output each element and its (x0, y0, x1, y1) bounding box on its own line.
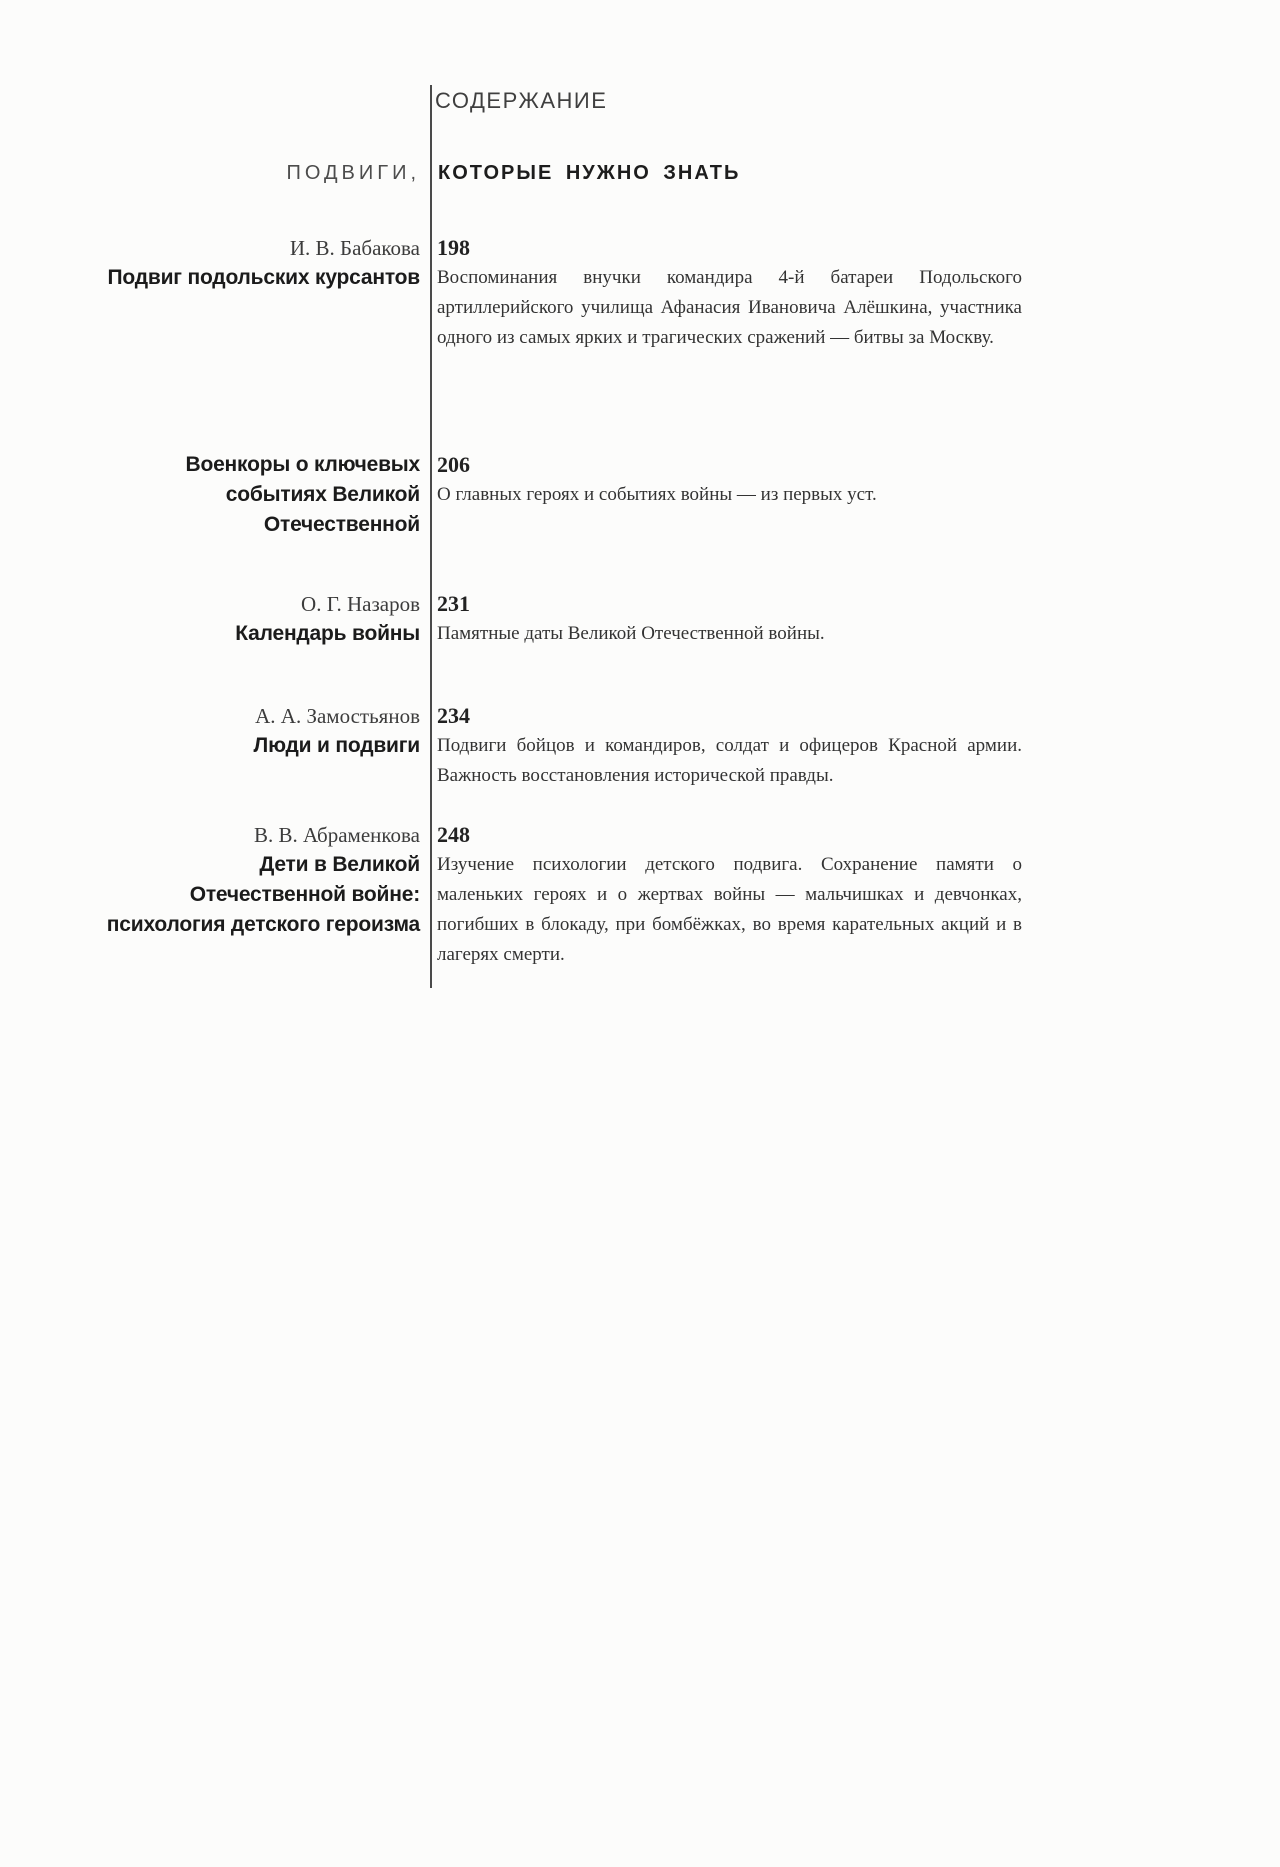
entry-description: Подвиги бойцов и командиров, солдат и офицеров Красной армии. Важность восстановления исторической правды. (437, 735, 1022, 786)
entry-description: Памятные даты Великой Отечественной войны. (437, 623, 825, 644)
entry-author: И. В. Бабакова (289, 236, 420, 260)
toc-entry (0, 589, 1280, 649)
section-heading (0, 160, 1280, 186)
entry-author: О. Г. Назаров (301, 592, 420, 616)
entry-author: А. А. Замостьянов (255, 704, 420, 728)
entry-left-column (0, 701, 430, 791)
entry-description: Изучение психологии детского подвига. Сохранение памяти о маленьких героях и о жертвах войны — мальчишках и девчонках, погибших в блокаду, при бомбёжках, во время карательных акций и в лагерях смерти. (437, 854, 1022, 965)
toc-entry (0, 701, 1280, 791)
entry-right-column (430, 589, 1055, 649)
entry-left-column (0, 820, 430, 970)
section-heading-main: КОТОРЫЕ НУЖНО ЗНАТЬ (438, 162, 741, 184)
entry-description: Воспоминания внучки командира 4-й батареи Подольского артиллерийского училища Афанасия Ивановича Алёшкина, участника одного из самых ярких и трагических сражений — битвы за Москву. (437, 267, 1022, 348)
entry-page-number: 248 (437, 822, 470, 847)
entry-title: Люди и подвиги (253, 734, 420, 757)
entry-page-number: 234 (437, 703, 470, 728)
entry-left-column (0, 450, 430, 540)
entry-author: В. В. Абраменкова (253, 823, 420, 847)
entry-title: Подвиг подольских курсантов (107, 266, 420, 289)
entry-right-column (430, 233, 1055, 353)
contents-heading: СОДЕРЖАНИЕ (435, 88, 608, 113)
entry-title: Календарь войны (235, 622, 420, 645)
entry-right-column (430, 701, 1055, 791)
entry-page-number: 198 (437, 235, 470, 260)
section-heading-prefix: ПОДВИГИ, (286, 162, 420, 184)
entry-left-column (0, 233, 430, 353)
toc-entry (0, 820, 1280, 970)
entry-description: О главных героях и событиях войны — из первых уст. (437, 484, 877, 505)
entry-title: Военкоры о ключевых событиях Великой Отечественной (185, 453, 420, 536)
entry-right-column (430, 820, 1055, 970)
toc-entry (0, 233, 1280, 353)
entry-page-number: 231 (437, 591, 470, 616)
toc-entry (0, 450, 1280, 540)
entry-right-column (430, 450, 1055, 540)
entry-page-number: 206 (437, 452, 470, 477)
entry-title: Дети в Великой Отечественной войне: психология детского героизма (106, 853, 420, 936)
entry-left-column (0, 589, 430, 649)
